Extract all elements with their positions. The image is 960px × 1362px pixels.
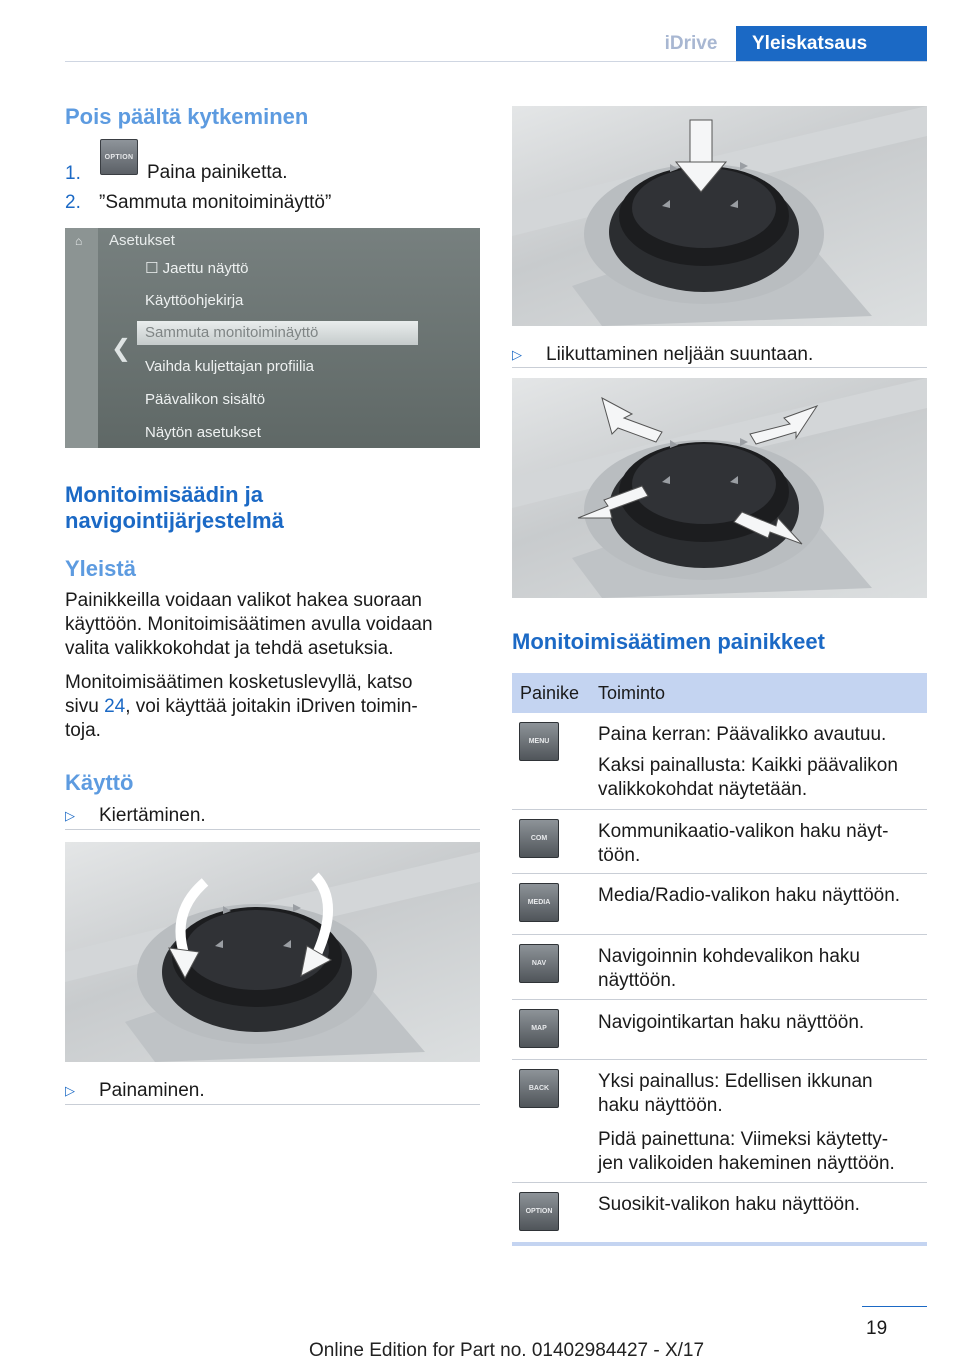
- map-key-icon: MAP: [519, 1009, 559, 1048]
- controller-rotate-image: [65, 842, 480, 1062]
- table-row-divider: [512, 1182, 927, 1183]
- table-row-divider: [512, 873, 927, 874]
- table-cell-line: jen valikoiden hakeminen näyttöön.: [598, 1153, 895, 1174]
- bullet-divider: [65, 1104, 480, 1105]
- table-row-divider: [512, 1059, 927, 1060]
- settings-menu-screenshot: [65, 228, 480, 448]
- touchpad-paragraph-line: toja.: [65, 720, 101, 741]
- footer-edition: Online Edition for Part no. 01402984427 - X/17: [309, 1340, 705, 1361]
- general-paragraph-line: käyttöön. Monitoimisäätimen avulla voidaan: [65, 614, 433, 635]
- com-key-icon: COM: [519, 819, 559, 858]
- bullet-rotate-text: Kiertäminen.: [99, 805, 206, 826]
- table-cell-line: Suosikit-valikon haku näyttöön.: [598, 1194, 860, 1215]
- table-cell-line: valikkokohdat näytetään.: [598, 779, 808, 800]
- table-header-function: Toiminto: [598, 683, 666, 703]
- step-1-text: Paina painiketta.: [147, 162, 288, 183]
- header-rule: [65, 61, 927, 62]
- controller-press-image: [512, 106, 927, 326]
- page-number: 19: [866, 1318, 888, 1339]
- table-bottom-bar: [512, 1242, 927, 1246]
- step-2-number: 2.: [65, 192, 81, 213]
- touchpad-paragraph-line: Monitoimisäätimen kosketuslevyllä, katso: [65, 672, 413, 693]
- controller-tilt-image: [512, 378, 927, 598]
- page-link[interactable]: 24: [104, 696, 126, 717]
- option-key-icon: OPTION: [519, 1192, 559, 1231]
- menu-item: Käyttöohjekirja: [145, 292, 244, 309]
- menu-title: Asetukset: [109, 232, 175, 249]
- table-cell-line: Pidä painettuna: Viimeksi käytetty-: [598, 1129, 889, 1150]
- menu-item: ☐ Jaettu näyttö: [145, 260, 249, 277]
- main-heading-line2: navigointijärjestelmä: [65, 508, 284, 533]
- header-chapter: Yleiskatsaus: [736, 26, 927, 61]
- menu-item-selected: [137, 321, 418, 345]
- bullet-move-text: Liikuttaminen neljään suuntaan.: [546, 344, 814, 365]
- step-2-text: ”Sammuta monitoiminäyttö”: [99, 192, 332, 213]
- general-heading: Yleistä: [65, 556, 136, 581]
- table-row-divider: [512, 934, 927, 935]
- menu-item: Näytön asetukset: [145, 424, 261, 441]
- table-cell-line: näyttöön.: [598, 970, 677, 991]
- table-cell-line: haku näyttöön.: [598, 1095, 723, 1116]
- back-key-icon: BACK: [519, 1069, 559, 1108]
- bullet-press-text: Painaminen.: [99, 1080, 205, 1101]
- table-cell-line: Navigointikartan haku näyttöön.: [598, 1012, 865, 1033]
- menu-sidebar: [65, 228, 98, 448]
- off-heading: Pois päältä kytkeminen: [65, 104, 309, 129]
- general-paragraph-line: valita valikkokohdat ja tehdä asetuksia.: [65, 638, 394, 659]
- table-header-button: Painike: [520, 683, 580, 703]
- touchpad-paragraph-line: sivu 24, voi käyttää joitakin iDriven toimin-: [65, 696, 418, 717]
- usage-heading: Käyttö: [65, 770, 134, 795]
- menu-item: Päävalikon sisältö: [145, 391, 266, 408]
- buttons-heading: Monitoimisäätimen painikkeet: [512, 629, 825, 654]
- table-header: [512, 673, 927, 713]
- table-cell-line: töön.: [598, 845, 641, 866]
- table-cell-line: Kommunikaatio-valikon haku näyt-: [598, 821, 889, 842]
- bullet-divider: [65, 829, 480, 830]
- header-section: iDrive: [664, 32, 718, 54]
- table-cell-line: Kaksi painallusta: Kaikki päävalikon: [598, 755, 898, 776]
- bullet-triangle-icon: ▷: [65, 1083, 75, 1098]
- bullet-divider: [512, 367, 927, 368]
- chevron-left-icon: ❮: [111, 335, 132, 362]
- general-paragraph-line: Painikkeilla voidaan valikot hakea suoraan: [65, 590, 423, 611]
- media-key-icon: MEDIA: [519, 883, 559, 922]
- nav-key-icon: NAV: [519, 944, 559, 983]
- bullet-triangle-icon: ▷: [65, 808, 75, 823]
- main-heading-line1: Monitoimisäädin ja: [65, 482, 264, 507]
- step-1-number: 1.: [65, 163, 81, 184]
- table-cell-line: Navigoinnin kohdevalikon haku: [598, 946, 860, 967]
- menu-key-icon: MENU: [519, 722, 559, 761]
- table-cell-line: Media/Radio-valikon haku näyttöön.: [598, 885, 901, 906]
- home-icon: ⌂: [75, 234, 83, 248]
- table-cell-line: Yksi painallus: Edellisen ikkunan: [598, 1071, 873, 1092]
- menu-item-selected-label: Sammuta monitoiminäyttö: [145, 324, 319, 341]
- table-row-divider: [512, 809, 927, 810]
- table-row-divider: [512, 999, 927, 1000]
- menu-item: Vaihda kuljettajan profiilia: [145, 358, 314, 375]
- table-cell-line: Paina kerran: Päävalikko avautuu.: [598, 724, 887, 745]
- bullet-triangle-icon: ▷: [512, 347, 522, 362]
- page-number-rule: [862, 1306, 927, 1307]
- option-key-icon: OPTION: [100, 139, 138, 175]
